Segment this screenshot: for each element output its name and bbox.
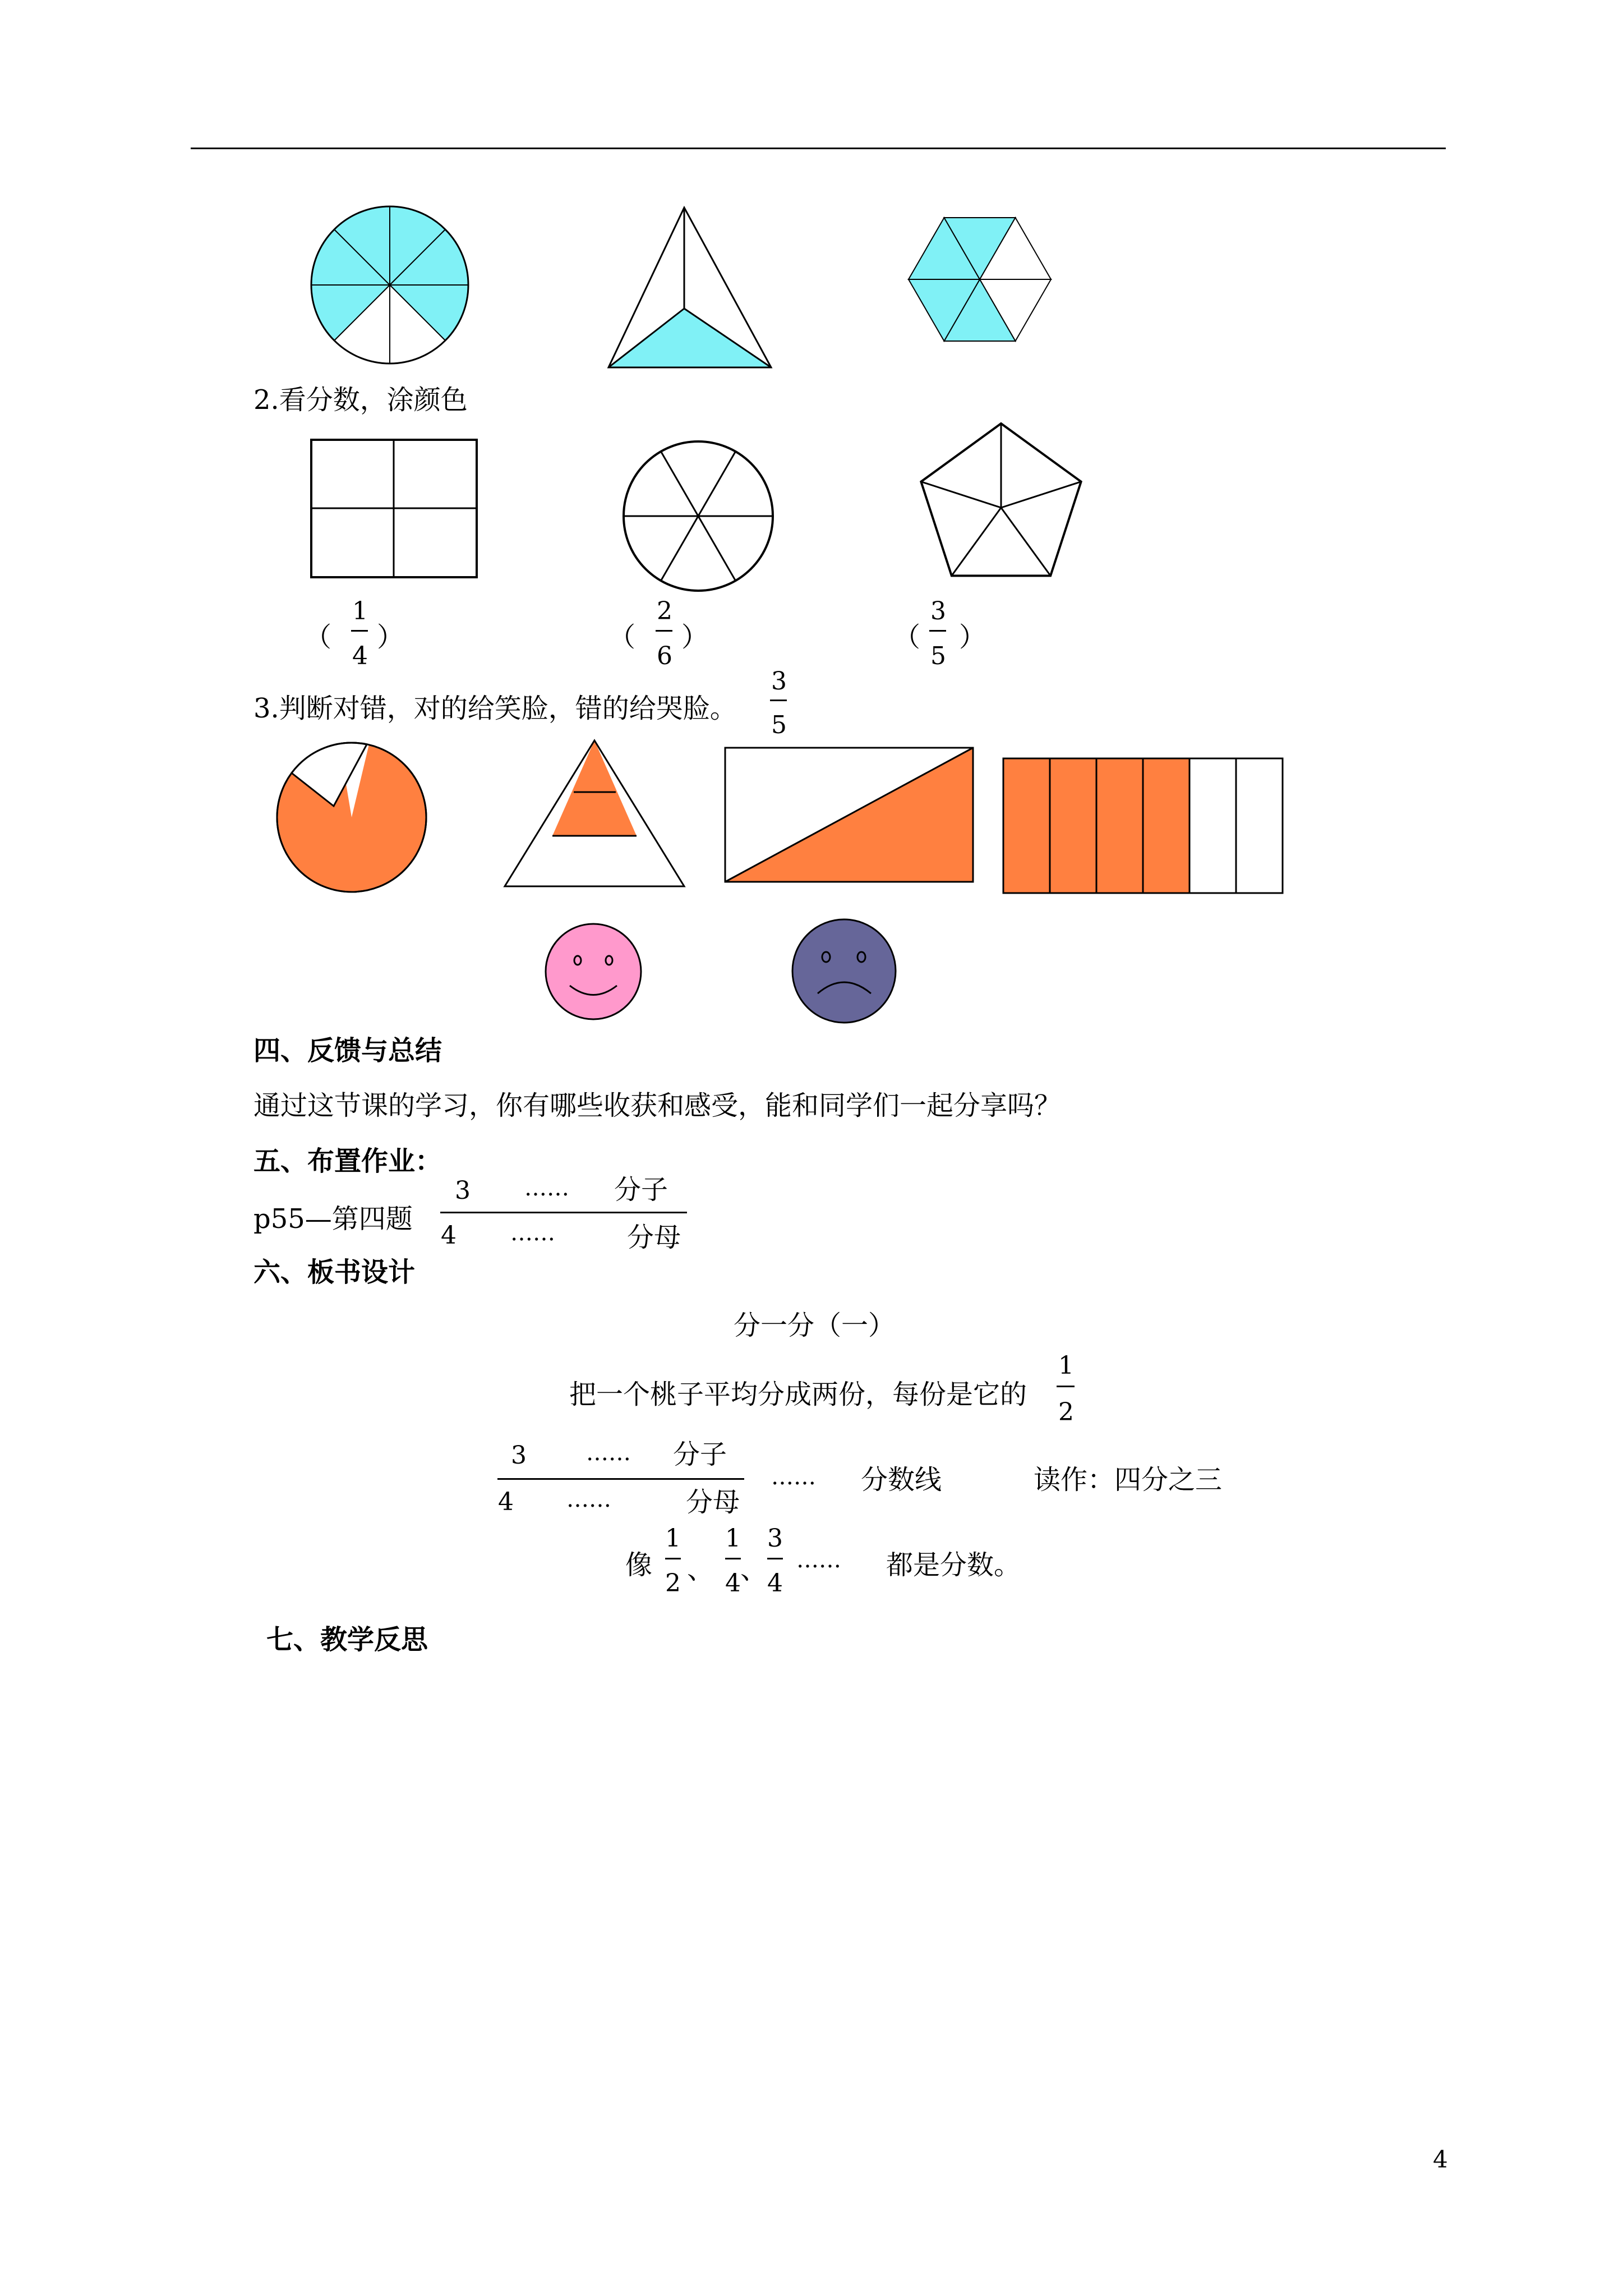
denominator: 4 [352, 642, 368, 670]
section4-heading: 四、反馈与总结 [253, 1035, 442, 1066]
denominator-label: 分母 [686, 1487, 740, 1518]
numerator: 3 [511, 1441, 527, 1470]
hexagon-sixths-figure [907, 206, 1053, 352]
fraction-bar [351, 630, 368, 632]
triangle-layers-figure [502, 738, 687, 889]
dots: …… [796, 1547, 841, 1573]
section4-text: 通过这节课的学习，你有哪些收获和感受，能和同学们一起分享吗？ [253, 1090, 1062, 1121]
denominator: 5 [771, 711, 787, 739]
fraction-bar [656, 630, 672, 632]
numerator: 1 [725, 1524, 741, 1553]
numerator-label: 分子 [614, 1174, 668, 1205]
bar-strips-figure [1002, 757, 1285, 895]
section6-heading: 六、板书设计 [253, 1257, 416, 1288]
dots: …… [524, 1175, 569, 1201]
dots: …… [586, 1440, 631, 1466]
shaded-strip [1143, 758, 1189, 893]
dots: …… [510, 1220, 555, 1246]
fraction-bar [767, 1558, 783, 1559]
header-rule [191, 148, 1446, 149]
numerator-label: 分子 [673, 1439, 727, 1470]
blank-strip [1236, 758, 1283, 893]
dots: …… [771, 1464, 816, 1490]
pentagon-fifths-figure [903, 415, 1105, 583]
fraction-bar [665, 1558, 681, 1559]
denominator: 4 [767, 1569, 783, 1598]
square-quarters-figure [310, 439, 478, 579]
examples-suffix: 都是分数。 [886, 1549, 1021, 1581]
examples-prefix: 像 [625, 1549, 653, 1581]
q2-title: 2.看分数，涂颜色 [253, 384, 468, 416]
numerator: 3 [767, 1524, 783, 1553]
page-number: 4 [1433, 2146, 1448, 2173]
triangle-thirds-figure [608, 205, 777, 370]
denominator-label: 分母 [627, 1222, 681, 1253]
pie-sector-figure [275, 740, 429, 895]
fraction-line-label: 分数线 [861, 1464, 942, 1496]
rectangle-diagonal-figure [723, 746, 975, 884]
numerator: 3 [930, 597, 946, 625]
circle-sixths-figure [621, 439, 776, 593]
board-sentence: 把一个桃子平均分成两份，每份是它的 [569, 1379, 1027, 1410]
numerator: 1 [352, 597, 368, 625]
blank-strip [1189, 758, 1236, 893]
denominator: 4 [441, 1221, 457, 1250]
numerator: 1 [665, 1524, 681, 1553]
numerator: 3 [771, 667, 787, 696]
q3-title: 3.判断对错，对的给笑脸，错的给哭脸。 [253, 693, 737, 724]
denominator: 2 [665, 1569, 681, 1598]
shaded-strip [1050, 758, 1096, 893]
fraction-bar [929, 630, 946, 632]
shaded-strip [1003, 758, 1050, 893]
section7-heading: 七、教学反思 [266, 1624, 428, 1655]
circle-eighths-figure [308, 204, 471, 366]
sad-face-icon [790, 918, 899, 1024]
denominator: 2 [1058, 1398, 1074, 1427]
section5-heading: 五、布置作业： [253, 1145, 442, 1177]
fraction-bar [725, 1558, 741, 1559]
fraction-bar [497, 1478, 744, 1480]
fraction-bar [1057, 1386, 1075, 1387]
denominator: 4 [725, 1569, 741, 1598]
reading-text: 读作：四分之三 [1034, 1464, 1223, 1496]
fraction-bar [440, 1212, 687, 1213]
shaded-strip [1096, 758, 1143, 893]
denominator: 6 [657, 642, 672, 670]
homework-text: p55—第四题 [253, 1203, 413, 1235]
numerator: 3 [455, 1176, 471, 1205]
dots: …… [566, 1487, 611, 1512]
smiley-face-icon [543, 921, 644, 1022]
board-title: 分一分（一） [734, 1310, 896, 1341]
fraction-bar [770, 700, 787, 701]
denominator: 4 [498, 1488, 514, 1516]
denominator: 5 [930, 642, 946, 670]
numerator: 1 [1058, 1351, 1074, 1380]
numerator: 2 [657, 597, 672, 625]
